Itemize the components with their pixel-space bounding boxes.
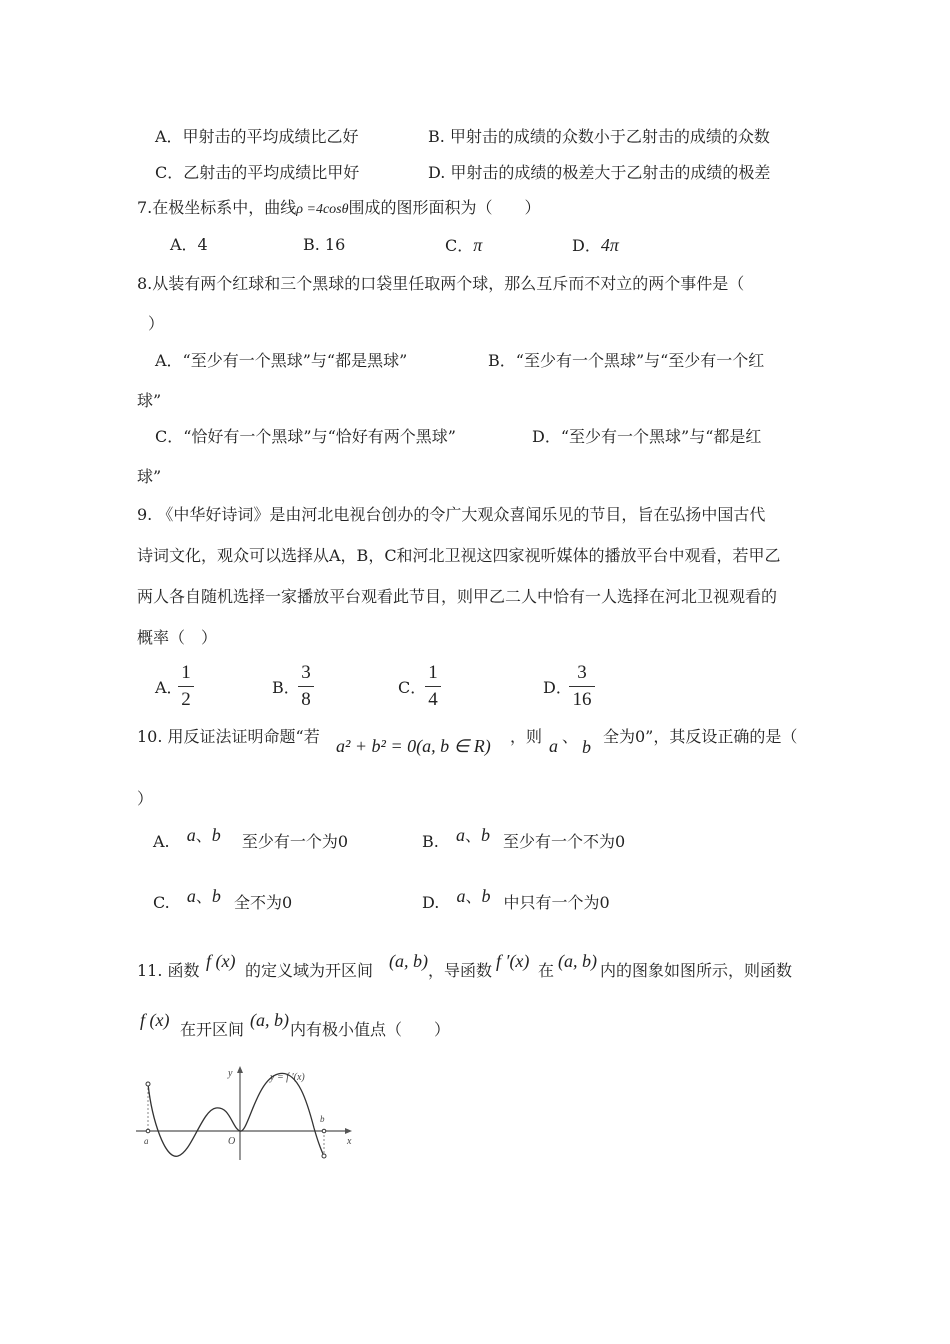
q8-stem: 8.从装有两个红球和三个黑球的口袋里任取两个球，那么互斥而不对立的两个事件是（ [137, 274, 745, 293]
q9-option-a-fraction: 1 2 [178, 662, 194, 711]
q11-fpx: f ′(x) [496, 951, 530, 971]
y-axis-label: y [228, 1068, 233, 1079]
x-axis-arrow [345, 1128, 352, 1134]
b-point [322, 1154, 326, 1158]
q10-stem-post: 全为0”，其反设正确的是（ [603, 727, 798, 746]
a-axis-point [146, 1129, 150, 1133]
q6-option-d: D. 甲射击的成绩的极差大于乙射击的成绩的极差 [428, 163, 771, 182]
q11-ab-2: (a, b) [558, 951, 597, 971]
q9-option-b-label: B． [272, 678, 300, 697]
q10-var-a: a [549, 736, 558, 756]
q10-var-b: b [582, 737, 591, 757]
x-axis-label: x [347, 1136, 352, 1147]
q9-line-2: 诗词文化，观众可以选择从A，B，C和河北卫视这四家视听媒体的播放平台中观看，若甲乙 [137, 546, 781, 565]
q7-option-a: A．4 [170, 235, 208, 254]
q8-option-c: C．“恰好有一个黑球”与“恰好有两个黑球” [155, 427, 456, 446]
q9-line-4: 概率（ ） [137, 628, 218, 647]
q11-num: 11. 函数 [137, 961, 200, 980]
q11-ab-3: (a, b) [250, 1010, 289, 1030]
q10-option-a: A. a、b 至少有一个为0 [153, 825, 349, 851]
q6-option-c: C．乙射击的平均成绩比甲好 [155, 163, 360, 182]
q7-option-d: D．4π [572, 235, 619, 255]
q10-option-c: C. a、b 全不为0 [153, 886, 293, 912]
q10-sep: 、 [562, 727, 579, 746]
derivative-graph [130, 1060, 370, 1170]
q9-option-d-fraction: 3 16 [569, 662, 595, 711]
q9-line-3: 两人各自随机选择一家播放平台观看此节目，则甲乙二人中恰有一人选择在河北卫视观看的 [137, 587, 778, 606]
q8-option-d: D．“至少有一个黑球”与“都是红 [532, 427, 762, 446]
q9-option-c-label: C． [398, 678, 427, 697]
q7-option-c: C．π [445, 235, 483, 255]
b-label: b [320, 1114, 325, 1124]
q11-text-3: 在 [538, 961, 555, 980]
q10-stem-pre: 10. 用反证法证明命题“若 [137, 727, 320, 746]
q7-formula: ρ =4cosθ [296, 202, 349, 217]
q11-fx: f (x) [206, 951, 236, 971]
q9-option-b-fraction: 3 8 [298, 662, 314, 711]
q9-option-a-label: A． [155, 678, 183, 697]
q11-text-5: 在开区间 [180, 1020, 245, 1039]
q6-option-b: B. 甲射击的成绩的众数小于乙射击的成绩的众数 [428, 127, 770, 146]
q7-stem: 7.在极坐标系中，曲线ρ =4cosθ围成的图形面积为（ ） [137, 198, 541, 217]
q10-formula: a² + b² = 0(a, b ∈ R) [336, 736, 491, 756]
q10-option-b: B. a、b 至少有一个不为0 [422, 825, 626, 851]
q11-text-1: 的定义域为开区间 [245, 961, 374, 980]
curve-label: y = f ′(x) [270, 1072, 305, 1083]
q11-text-2: ，导函数 [428, 961, 493, 980]
y-axis-arrow [237, 1066, 243, 1073]
q10-comma: ，则 [510, 727, 543, 746]
q8-option-b: B．“至少有一个黑球”与“至少有一个红 [488, 351, 765, 370]
q10-stem-end: ） [137, 789, 154, 808]
q11-text-6: 内有极小值点（ ） [290, 1020, 451, 1039]
q9-line-1: 9. 《中华好诗词》是由河北电视台创办的令广大观众喜闻乐见的节目，旨在弘扬中国古代 [137, 505, 766, 524]
a-label: a [144, 1136, 149, 1146]
q11-fx-2: f (x) [140, 1010, 170, 1030]
q10-option-d: D. a、b 中只有一个为0 [422, 886, 610, 912]
q8-option-d-cont: 球” [137, 467, 162, 486]
origin-label: O [228, 1136, 236, 1147]
derivative-curve [148, 1073, 324, 1156]
b-axis-point [322, 1129, 326, 1133]
q8-stem-end: ） [148, 314, 165, 333]
q7-option-b: B. 16 [303, 235, 346, 254]
q8-option-b-cont: 球” [137, 391, 162, 410]
q9-option-d-label: D． [543, 678, 572, 697]
q11-ab-1: (a, b) [389, 951, 428, 971]
q6-option-a: A．甲射击的平均成绩比乙好 [155, 127, 359, 146]
q9-option-c-fraction: 1 4 [425, 662, 441, 711]
q11-text-4: 内的图象如图所示，则函数 [600, 961, 793, 980]
q8-option-a: A．“至少有一个黑球”与“都是黑球” [155, 351, 408, 370]
a-point [146, 1082, 150, 1086]
